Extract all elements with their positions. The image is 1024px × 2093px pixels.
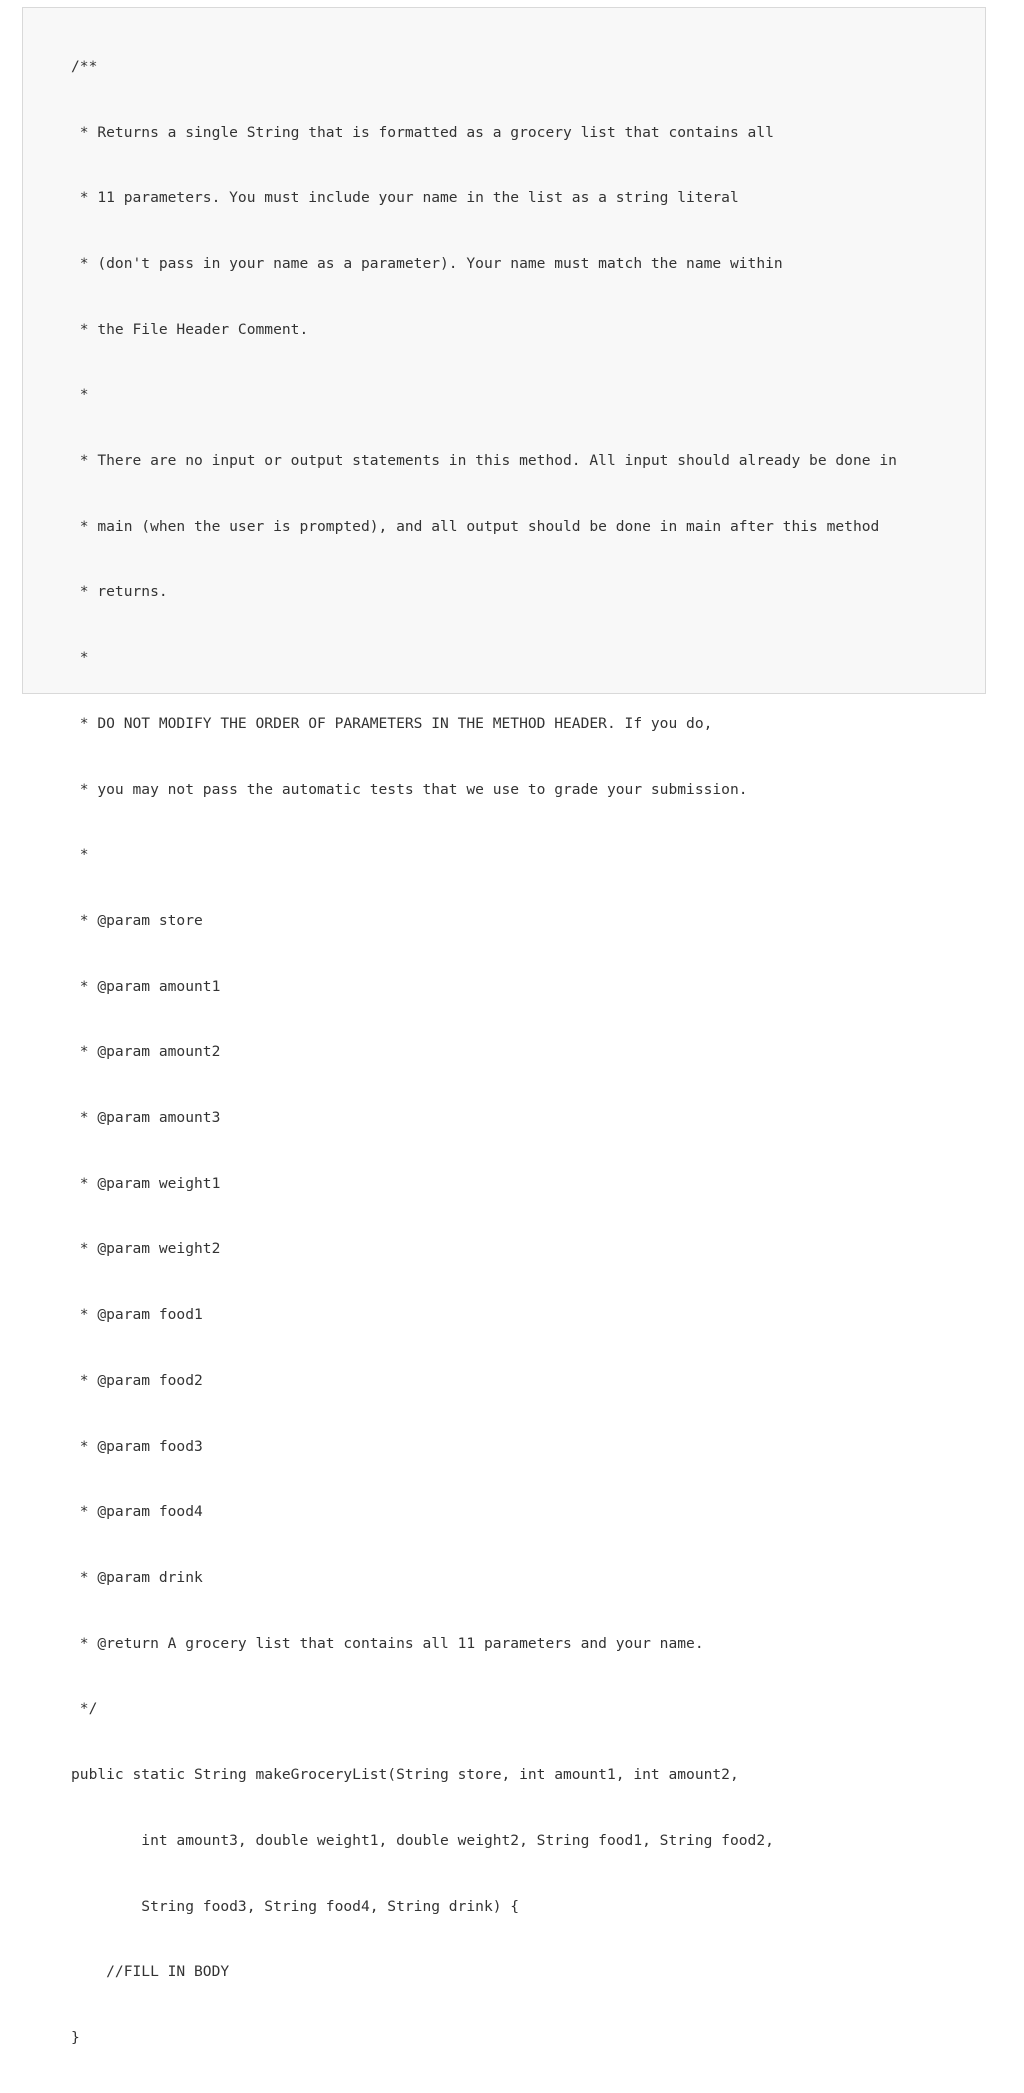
code-line: * @param weight2 <box>71 1240 221 1258</box>
code-line: * @param food3 <box>71 1437 203 1455</box>
code-line: * There are no input or output statements in this method. All input should already be done in <box>71 452 897 470</box>
code-line: */ <box>71 1700 98 1718</box>
code-line: * @param amount2 <box>71 1043 221 1061</box>
code-line: * @param amount3 <box>71 1109 221 1127</box>
code-line: String food3, String food4, String drink) { <box>71 1897 520 1915</box>
code-line: * @param food2 <box>71 1371 203 1389</box>
code-line: //FILL IN BODY <box>71 1963 230 1981</box>
code-line: * @param food1 <box>71 1306 203 1324</box>
code-line: * Returns a single String that is formatted as a grocery list that contains all <box>71 123 774 141</box>
code-line: * @param store <box>71 911 203 929</box>
code-line: * 11 parameters. You must include your name in the list as a string literal <box>71 189 739 207</box>
code-line: * returns. <box>71 583 168 601</box>
code-line: * @param food4 <box>71 1503 203 1521</box>
code-line: } <box>71 2028 80 2046</box>
code-line: * the File Header Comment. <box>71 320 309 338</box>
code-line: /** <box>71 57 98 75</box>
code-line: * you may not pass the automatic tests that we use to grade your submission. <box>71 780 748 798</box>
code-line: * DO NOT MODIFY THE ORDER OF PARAMETERS IN THE METHOD HEADER. If you do, <box>71 714 713 732</box>
code-line: * <box>71 386 89 404</box>
code-line: * @param amount1 <box>71 977 221 995</box>
code-line: * <box>71 846 89 864</box>
code-line: public static String makeGroceryList(String store, int amount1, int amount2, <box>71 1766 739 1784</box>
code-block <box>22 7 986 2046</box>
code-line: * main (when the user is prompted), and all output should be done in main after this method <box>71 517 880 535</box>
code-text <box>71 12 897 2093</box>
code-line: int amount3, double weight1, double weight2, String food1, String food2, <box>71 1831 774 1849</box>
code-line: * (don't pass in your name as a parameter). Your name must match the name within <box>71 254 783 272</box>
code-line: * @param drink <box>71 1568 203 1586</box>
code-line: * @return A grocery list that contains all 11 parameters and your name. <box>71 1634 704 1652</box>
code-line: * @param weight1 <box>71 1174 221 1192</box>
code-line: * <box>71 649 89 667</box>
